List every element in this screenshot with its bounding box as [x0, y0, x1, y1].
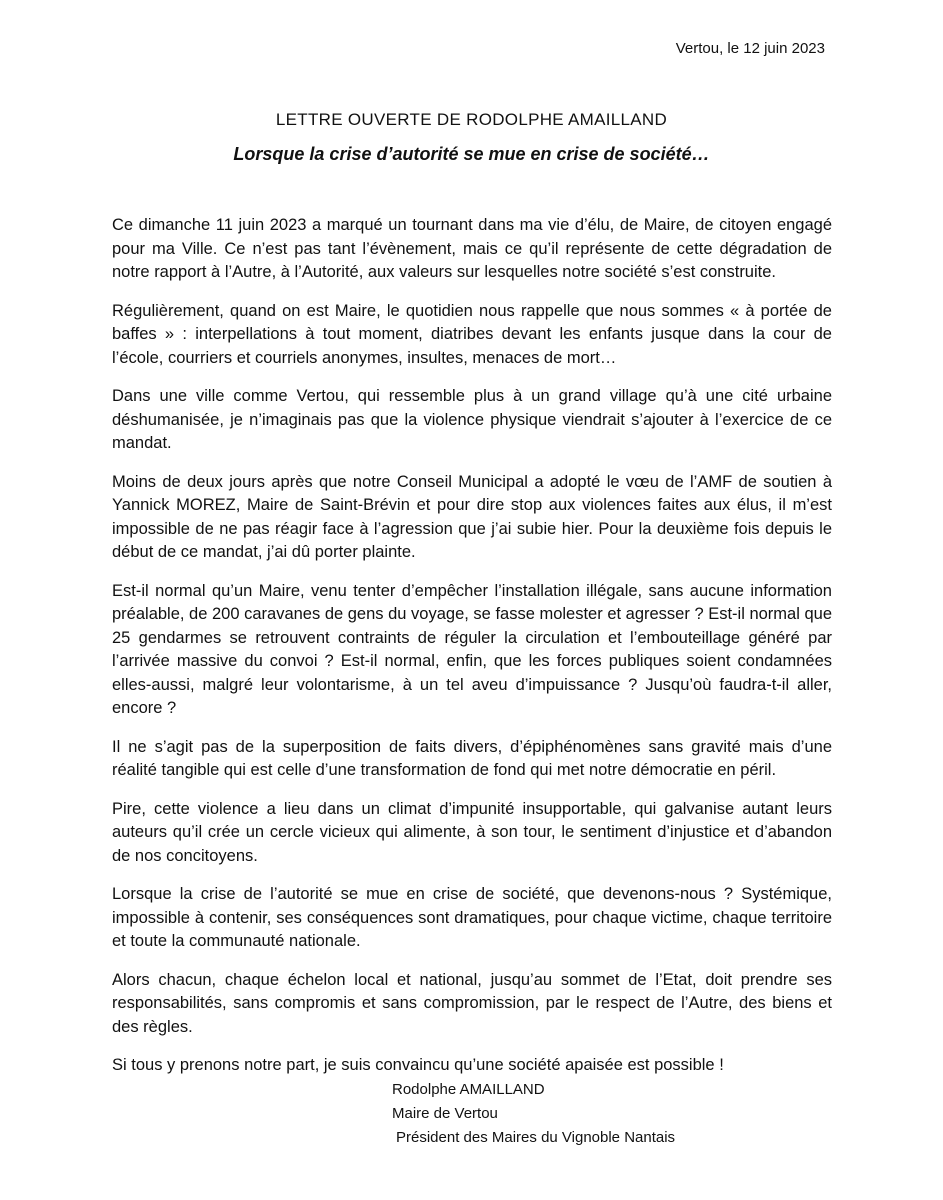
paragraph: Pire, cette violence a lieu dans un climat d’impunité insupportable, qui galvanise autant leurs auteurs qu’il crée un cercle vicieux qui alimente, à son tour, le sentiment d’injustice et d’abandon de nos concitoyens. [112, 799, 832, 865]
signature-name: Rodolphe AMAILLAND [392, 1081, 545, 1098]
paragraph: Lorsque la crise de l’autorité se mue en crise de société, que devenons-nous ? Systémique, impossible à contenir, ses conséquences sont dramatiques, pour chaque victime, chaque territoire et toute la communauté nationale. [112, 885, 832, 950]
signature-block [392, 1078, 675, 1150]
paragraph: Alors chacun, chaque échelon local et national, jusqu’au sommet de l’Etat, doit prendre ses responsabilités, sans compromis et sans compromission, par le respect de l’Autre, des biens et des règles. [112, 970, 832, 1036]
paragraph: Ce dimanche 11 juin 2023 a marqué un tournant dans ma vie d’élu, de Maire, de citoyen engagé pour ma Ville. Ce n’est pas tant l’évènement, mais ce qu’il représente de cette dégradation de notre rapport à l’Autre, à l’Autorité, aux valeurs sur lesquelles notre société s’est construite. [112, 216, 832, 281]
paragraph: Il ne s’agit pas de la superposition de faits divers, d’épiphénomènes sans gravité mais d’une réalité tangible qui est celle d’une transformation de fond qui met notre démocratie en péril. [112, 737, 832, 779]
signature-role-secondary: Président des Maires du Vignoble Nantais [396, 1129, 676, 1146]
letter-body [112, 214, 832, 1093]
paragraph: Régulièrement, quand on est Maire, le quotidien nous rappelle que nous sommes « à portée de baffes » : interpellations à tout moment, diatribes devant les enfants jusque dans la cour de l’école, courriers et courriels anonymes, insultes, menaces de mort… [112, 301, 832, 367]
paragraph: Si tous y prenons notre part, je suis convaincu qu’une société apaisée est possible ! [112, 1056, 724, 1074]
paragraph: Moins de deux jours après que notre Conseil Municipal a adopté le vœu de l’AMF de soutien à Yannick MOREZ, Maire de Saint-Brévin et pour dire stop aux violences faites aux élus, il m’est impossible de ne pas réagir face à l’agression que j’ai subie hier. Pour la deuxième fois depuis le début de ce mandat, j’ai dû porter plainte. [112, 472, 832, 561]
letter-subtitle: Lorsque la crise d’autorité se mue en crise de société… [233, 144, 710, 164]
letter-title: LETTRE OUVERTE DE RODOLPHE AMAILLAND [275, 110, 668, 129]
signature-role: Maire de Vertou [392, 1105, 498, 1122]
place-date: Vertou, le 12 juin 2023 [675, 40, 825, 57]
paragraph: Est-il normal qu’un Maire, venu tenter d’empêcher l’installation illégale, sans aucune information préalable, de 200 caravanes de gens du voyage, se fasse molester et agresser ? Est-il normal que 25 gendarmes se retrouvent contraints de réguler la circulation et l’embouteillage généré par l’arrivée massive du convoi ? Est-il normal, enfin, que les forces publiques soient condamnées elles-aussi, malgré leur volontarisme, à un tel aveu d’impuissance ? Jusqu’où faudra-t-il aller, encore ? [112, 581, 832, 717]
paragraph: Dans une ville comme Vertou, qui ressemble plus à un grand village qu’à une cité urbaine déshumanisée, je n’imaginais pas que la violence physique viendrait s’ajouter à l’exercice de ce mandat. [112, 387, 832, 452]
